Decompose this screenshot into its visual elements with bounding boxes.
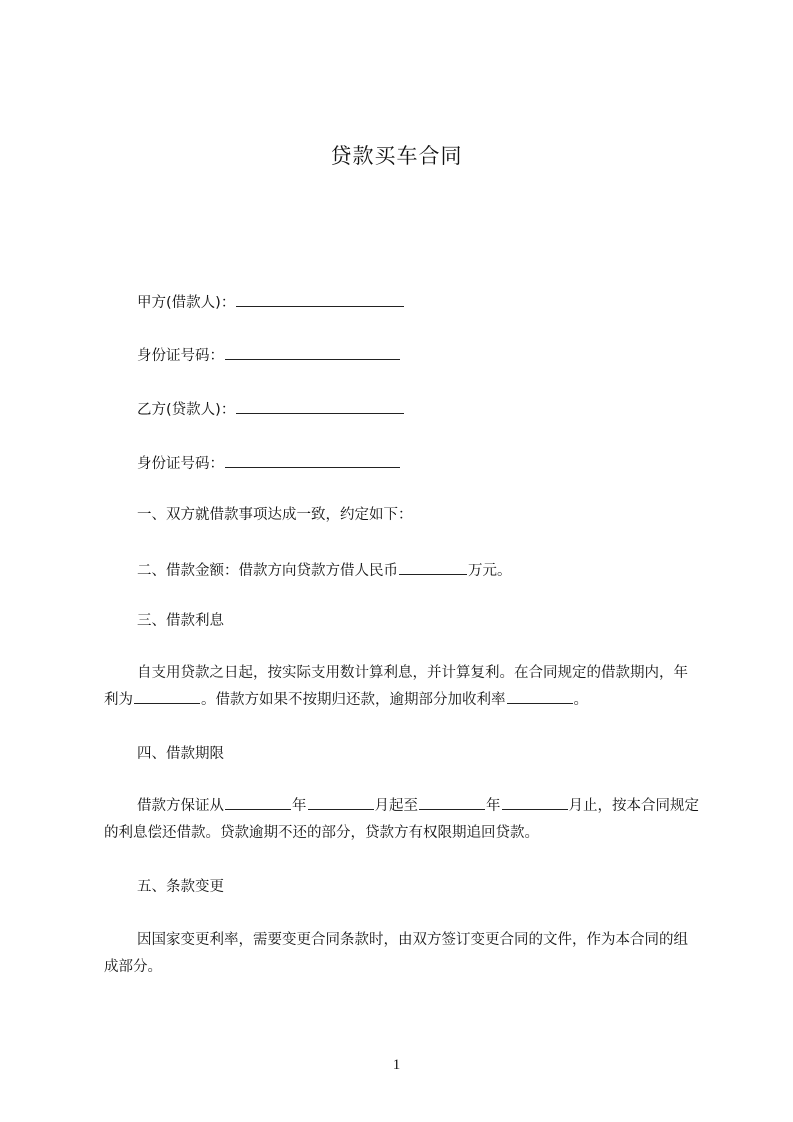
clause-4-heading: 四、借款期限 bbox=[137, 746, 224, 762]
clause-3-part-3: 。 bbox=[573, 692, 588, 708]
id-number-line-1 bbox=[137, 344, 401, 366]
clause-5-body: 因国家变更利率，需要变更合同条款时，由双方签订变更合同的文件，作为本合同的组成部分。 bbox=[104, 932, 688, 975]
id-number-line-2 bbox=[137, 452, 401, 474]
id-number-blank-2[interactable] bbox=[225, 452, 400, 468]
clause-2-suffix: 万元。 bbox=[468, 563, 512, 579]
party-a-label: 甲方(借款人)： bbox=[137, 295, 236, 311]
id-number-label-1: 身份证号码： bbox=[137, 348, 224, 364]
clause-2-prefix: 二、借款金额：借款方向贷款方借人民币 bbox=[137, 563, 398, 579]
start-month-blank[interactable] bbox=[308, 794, 374, 810]
id-number-label-2: 身份证号码： bbox=[137, 456, 224, 472]
party-b-blank[interactable] bbox=[236, 398, 404, 414]
clause-4-year-1: 年 bbox=[292, 798, 307, 814]
party-a-blank[interactable] bbox=[236, 291, 404, 307]
clause-4-year-2: 年 bbox=[486, 798, 501, 814]
party-b-label: 乙方(贷款人)： bbox=[137, 402, 236, 418]
clause-3-heading: 三、借款利息 bbox=[137, 613, 224, 629]
end-year-blank[interactable] bbox=[419, 794, 485, 810]
party-b-line bbox=[137, 398, 405, 420]
clause-4-month-start: 月起至 bbox=[374, 798, 418, 814]
clause-1: 一、双方就借款事项达成一致，约定如下： bbox=[137, 507, 413, 523]
clause-4-part-1: 借款方保证从 bbox=[137, 798, 224, 814]
page-number: 1 bbox=[392, 1057, 401, 1073]
clause-4-part-2: 月止，按本合同规定的利息偿还借款。贷款逾期不还的部分，贷款方有权限期追回贷款。 bbox=[104, 798, 699, 841]
party-a-line bbox=[137, 291, 405, 313]
id-number-blank-1[interactable] bbox=[225, 344, 400, 360]
clause-4-body bbox=[104, 793, 700, 847]
document-title: 贷款买车合同 bbox=[330, 144, 463, 168]
clause-5-heading: 五、条款变更 bbox=[137, 879, 224, 895]
clause-2 bbox=[137, 559, 512, 581]
end-month-blank[interactable] bbox=[502, 794, 568, 810]
overdue-rate-blank[interactable] bbox=[507, 688, 573, 704]
start-year-blank[interactable] bbox=[225, 794, 291, 810]
clause-3-body bbox=[104, 660, 700, 714]
annual-rate-blank[interactable] bbox=[134, 688, 200, 704]
clause-3-part-1: 自支用贷款之日起，按实际支用数计算利息，并计算复利。在合同规定的借款期内，年利为 bbox=[104, 665, 688, 708]
clause-3-part-2: 。借款方如果不按期归还款，逾期部分加收利率 bbox=[201, 692, 506, 708]
loan-amount-blank[interactable] bbox=[399, 559, 467, 575]
